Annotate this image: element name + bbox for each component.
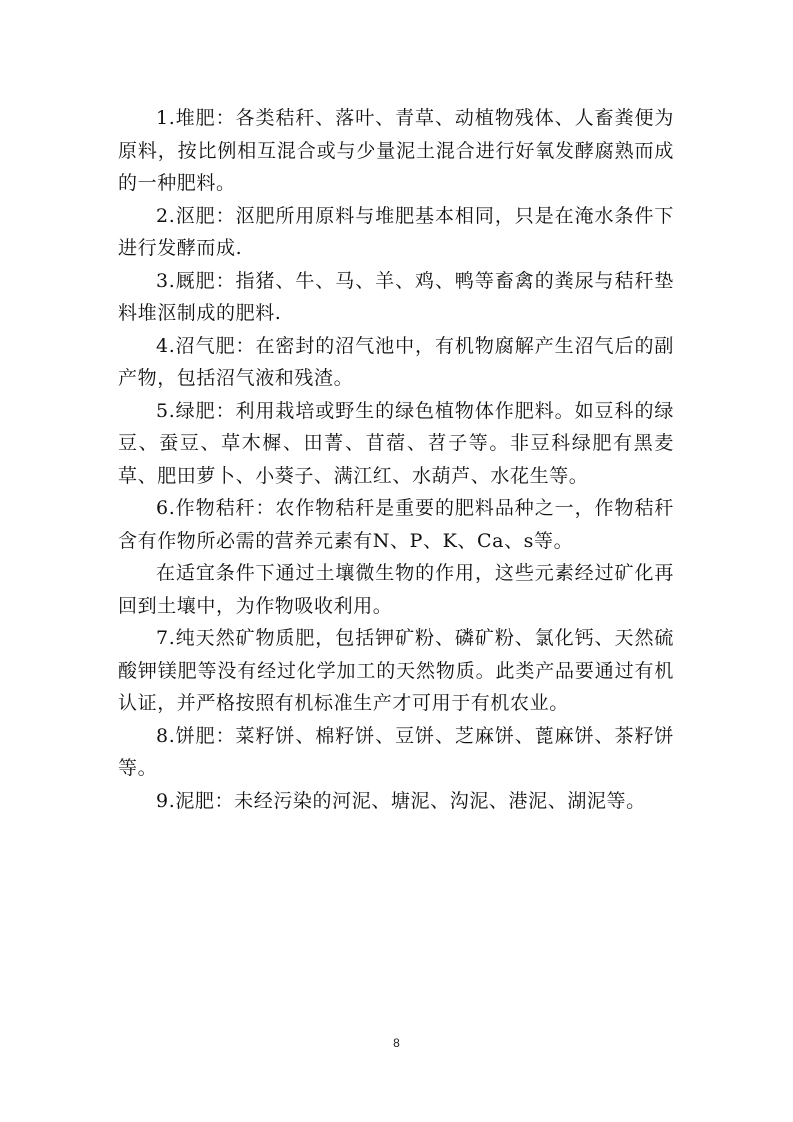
paragraph-cake-fertilizer: 8.饼肥：菜籽饼、棉籽饼、豆饼、芝麻饼、蓖麻饼、茶籽饼等。 [118,724,674,779]
page-number: 8 [393,1036,400,1050]
paragraph-mud-fertilizer: 9.泥肥：未经污染的河泥、塘泥、沟泥、港泥、湖泥等。 [156,789,646,812]
paragraph-mineral-fertilizer: 7.纯天然矿物质肥，包括钾矿粉、磷矿粉、氯化钙、天然硫酸钾镁肥等没有经过化学加工的天然物质。此类产品要通过有机认证，并严格按照有机标准生产才可用于有机农业。 [118,627,674,714]
paragraph-biogas-manure: 4.沼气肥：在密封的沼气池中，有机物腐解产生沼气后的副产物，包括沼气液和残渣。 [118,334,674,389]
paragraph-retted-manure: 2.沤肥：沤肥所用原料与堆肥基本相同，只是在淹水条件下进行发酵而成. [118,204,674,259]
paragraph-green-manure: 5.绿肥：利用栽培或野生的绿色植物体作肥料。如豆科的绿豆、蚕豆、草木樨、田菁、苜蓿、苕子等。非豆科绿肥有黑麦草、肥田萝卜、小葵子、满江红、水葫芦、水花生等。 [118,399,674,487]
paragraph-crop-straw: 6.作物秸秆：农作物秸秆是重要的肥料品种之一，作物秸秆含有作物所必需的营养元素有N、P、K、Ca、s等。 [118,497,674,552]
body-text [118,102,674,817]
paragraph-barnyard-manure: 3.厩肥：指猪、牛、马、羊、鸡、鸭等畜禽的粪尿与秸秆垫料堆沤制成的肥料. [118,269,674,324]
paragraph-compost: 1.堆肥：各类秸秆、落叶、青草、动植物残体、人畜粪便为原料，按比例相互混合或与少量泥土混合进行好氧发酵腐熟而成的一种肥料。 [118,107,674,194]
paragraph-mineralization: 在适宜条件下通过土壤微生物的作用，这些元素经过矿化再回到土壤中，为作物吸收利用。 [118,562,674,617]
